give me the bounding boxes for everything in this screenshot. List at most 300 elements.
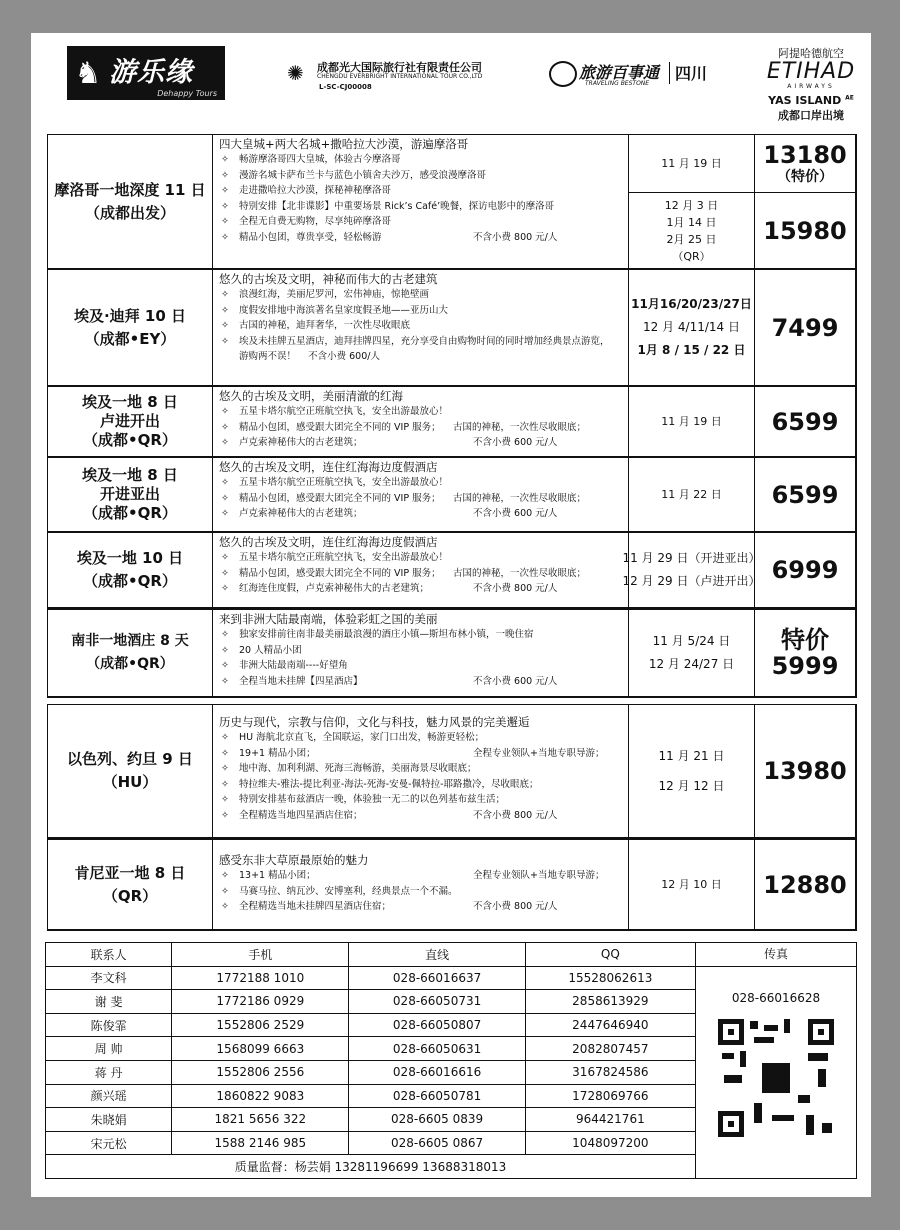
side-note: 全程专业领队+当地专职导游；: [473, 747, 605, 759]
fax-section: [696, 943, 856, 1180]
bullet-text: 漫游名城卡萨布兰卡与蓝色小镇舍夫沙万，感受浪漫摩洛哥: [239, 169, 487, 181]
bullet-text: 特拉维夫-雅法-提比利亚-海法-死海-安曼-佩特拉-耶路撒冷，尽收眼底；: [239, 778, 539, 790]
date-text: 12 月 4/11/14 日: [643, 320, 740, 334]
yas-island: [761, 94, 861, 107]
bullet-text: 精品小包团，感受跟大团完全不同的 VIP 服务；: [239, 567, 441, 579]
date-group: [629, 458, 754, 531]
tour-description: [212, 533, 628, 607]
bullet-text: 红海连住度假，卢克索神秘伟大的古老建筑；: [239, 583, 430, 594]
tour-headline: 历史与现代，宗教与信仰，文化与科技，魅力风景的完美邂逅: [219, 715, 530, 729]
date-text: 1月 14 日: [666, 215, 717, 229]
bullet-icon: ✧: [221, 901, 229, 912]
agency-name-cn: 成都光大国际旅行社有限责任公司: [317, 61, 482, 74]
date-text: 2月 25 日: [666, 232, 717, 246]
header-fax: 传真: [696, 943, 856, 967]
tour-name-line: （HU）: [102, 773, 158, 791]
tip-note: 不含小费 600 元/人: [473, 508, 558, 519]
dehappy-logo: [67, 46, 225, 100]
bullet-item: [219, 884, 624, 900]
bullet-item: [219, 550, 624, 566]
tour-price: [754, 387, 855, 456]
bullet-text: 精品小包团，感受跟大团完全不同的 VIP 服务；: [239, 492, 441, 504]
header-qq: QQ: [525, 943, 695, 966]
quality-supervision: 质量监督：杨芸娟 13281196699 13688318013: [46, 1155, 696, 1179]
bullet-icon: ✧: [221, 437, 229, 448]
date-text: 11月16/20/23/27日: [631, 297, 752, 311]
bullet-text: 特别安排【北非谍影】中重要场景 Rick’s Café’晚餐，探访电影中的摩洛哥: [239, 200, 555, 212]
bullet-icon: ✧: [221, 216, 229, 227]
bullet-text: 20 人精品小团: [239, 644, 302, 656]
header: [31, 33, 871, 133]
tour-morocco: [47, 134, 857, 270]
bullet-text: 畅游摩洛哥四大皇城，体验古今摩洛哥: [239, 154, 401, 165]
date-group: [629, 705, 754, 837]
contact-qq: 2082807457: [525, 1037, 695, 1061]
bullet-item: [219, 808, 624, 824]
contact-mobile: 1772188 1010: [172, 966, 349, 990]
table-row: [46, 1108, 696, 1132]
tour-description: [212, 458, 628, 531]
tour-description: [212, 705, 628, 837]
continuation-text: 游购两不误！: [239, 351, 297, 362]
contact-name: 颜兴瑶: [46, 1084, 172, 1108]
tour-headline: 感受东非大草原最原始的魅力: [219, 853, 369, 867]
tour-name: [48, 458, 212, 531]
tour-kenya: [47, 839, 857, 931]
tour-price: [754, 270, 855, 385]
tour-name-line: 埃及·迪拜 10 日: [73, 306, 187, 325]
price-group: [755, 387, 855, 456]
logo-main-text: 游乐缘: [109, 57, 193, 88]
bullet-icon: ✧: [221, 747, 229, 759]
contact-mobile: 1588 2146 985: [172, 1131, 349, 1155]
bullet-text: 19+1 精品小团；: [239, 747, 316, 759]
tour-israel-jordan: [47, 704, 857, 839]
table-row: [46, 1131, 696, 1155]
bullet-item: [219, 318, 624, 334]
bullet-text: 独家安排前往南非最美丽最浪漫的酒庄小镇—斯坦布林小镇，一晚住宿: [239, 629, 534, 640]
date-text: 11 月 19 日: [661, 415, 722, 428]
tour-name-line: 卢进开出: [99, 412, 160, 430]
price-value: 5999: [771, 652, 839, 680]
qr-module: [806, 1115, 814, 1135]
bullet-text: 精品小包团，尊贵享受，轻松畅游: [239, 231, 382, 243]
tour-egypt-10: [47, 532, 857, 609]
date-text: 11 月 29 日（开进亚出）: [622, 551, 761, 565]
contact-qq: 2858613929: [525, 990, 695, 1014]
tip-note: 不含小费 800 元/人: [473, 231, 558, 243]
price-group: [755, 135, 855, 192]
bullet-icon: ✧: [221, 320, 229, 331]
contact-direct: 028-6605 0867: [349, 1131, 525, 1155]
partner-name-cn: 旅游百事通: [579, 63, 660, 82]
price-group: [755, 270, 855, 385]
table-row: [46, 966, 696, 990]
bullet-icon: ✧: [221, 200, 229, 212]
date-group: [622, 533, 761, 607]
bullet-item: [219, 435, 624, 451]
bullet-text: 浪漫红海，美丽尼罗河，宏伟神庙，惊艳壁画: [239, 289, 430, 300]
divider: [669, 62, 670, 84]
tour-headline: 悠久的古埃及文明，连住红海海边度假酒店: [219, 460, 438, 474]
tour-dates: [628, 458, 754, 531]
bullet-text: 五星卡塔尔航空正班航空执飞，安全出游最放心！: [239, 406, 449, 417]
contact-name: 朱晓娟: [46, 1108, 172, 1132]
contact-name: 谢 斐: [46, 990, 172, 1014]
tour-name-line: （成都•EY）: [84, 329, 176, 348]
date-text: 11 月 22 日: [661, 488, 722, 501]
price-note: （特价）: [777, 168, 833, 185]
tour-name-line: （成都•QR）: [86, 656, 174, 672]
price-group: [755, 458, 855, 531]
price-value: 6599: [771, 480, 839, 509]
date-group: [629, 610, 754, 696]
contact-mobile: 1552806 2556: [172, 1060, 349, 1084]
tour-name-line: （成都•QR）: [83, 504, 177, 522]
date-group: [629, 135, 754, 192]
tour-name: [48, 705, 212, 837]
qr-module: [724, 1075, 742, 1083]
date-group: [629, 193, 754, 268]
tour-dates: [628, 705, 754, 837]
bullet-icon: ✧: [221, 870, 229, 881]
bullet-icon: ✧: [221, 583, 229, 594]
departure-port: 成都口岸出境: [778, 109, 844, 122]
price-group: [755, 533, 855, 607]
qr-module: [764, 1025, 778, 1031]
bullet-item: [219, 183, 624, 199]
side-note: 古国的神秘，一次性尽收眼底；: [453, 421, 587, 433]
tour-name-line: （QR）: [102, 886, 158, 905]
price-group: [755, 193, 855, 268]
contact-direct: 028-66050731: [349, 990, 525, 1014]
date-text: 12 月 10 日: [661, 878, 722, 891]
yas-sup: AE: [845, 94, 854, 102]
bullet-item: [219, 303, 624, 319]
tour-description: [212, 840, 628, 929]
bullet-item: [219, 287, 624, 303]
bullet-item: [219, 730, 624, 746]
tour-egypt-8-luxor: [47, 386, 857, 458]
contact-qq: 2447646940: [525, 1013, 695, 1037]
bullet-item: [219, 214, 624, 230]
table-row: [46, 1060, 696, 1084]
contact-direct: 028-66050781: [349, 1084, 525, 1108]
airline-name-cn: 阿提哈德航空: [778, 47, 844, 60]
bullet-icon: ✧: [221, 763, 229, 774]
tour-name: [48, 840, 212, 929]
bullet-text: 特别安排基布兹酒店一晚，体验独一无二的以色列基布兹生活；: [239, 794, 506, 805]
agency-mark-icon: ✺: [287, 61, 304, 85]
tour-price: [754, 610, 855, 696]
qr-module: [808, 1053, 828, 1061]
bullet-text: 五星卡塔尔航空正班航空执飞，安全出游最放心！: [239, 552, 449, 563]
tour-name-line: 摩洛哥一地深度 11 日: [54, 180, 206, 199]
qr-module: [740, 1051, 746, 1067]
price-value: 6599: [771, 407, 839, 436]
contact-name: 李文科: [46, 966, 172, 990]
tour-dates: [628, 135, 754, 268]
bullet-item: [219, 168, 624, 184]
bullet-icon: ✧: [221, 629, 229, 640]
bullet-icon: ✧: [221, 185, 229, 196]
tour-headline: 悠久的古埃及文明，神秘而伟大的古老建筑: [219, 272, 438, 286]
bullet-icon: ✧: [221, 492, 229, 504]
tour-price: [754, 135, 855, 268]
bullet-icon: ✧: [221, 567, 229, 579]
agency-name-en: CHENGDU EVERBRIGHT INTERNATIONAL TOUR CO.,LTD: [317, 73, 483, 80]
header-contact: 联系人: [46, 943, 172, 966]
bullet-icon: ✧: [221, 660, 229, 671]
bullet-text: 埃及未挂牌五星酒店，迪拜挂牌四星，充分享受自由购物时间的同时增加经典景点游览，: [239, 335, 610, 347]
contact-table: [45, 942, 857, 1179]
bullet-text: 全程无自费无购物，尽享纯碎摩洛哥: [239, 216, 392, 227]
bullet-item: [219, 868, 624, 884]
contact-direct: 028-66050807: [349, 1013, 525, 1037]
contact-name: 宋元松: [46, 1131, 172, 1155]
bullet-item: [219, 199, 624, 215]
bullet-icon: ✧: [221, 809, 229, 821]
tour-name-line: （成都出发）: [84, 203, 175, 222]
contact-name: 蒋 丹: [46, 1060, 172, 1084]
horse-icon: ♞: [74, 55, 102, 91]
bullet-item: [219, 566, 624, 582]
tour-description: [212, 270, 628, 385]
date-text: 11 月 19 日: [661, 157, 722, 170]
tip-note: 不含小费 800 元/人: [473, 809, 558, 821]
yas-text: YAS ISLAND: [768, 94, 842, 107]
qr-module: [750, 1021, 758, 1029]
bullet-text: HU 海航北京直飞，全国联运，家门口出发，畅游更轻松；: [239, 732, 485, 743]
price-value: 12880: [763, 870, 847, 899]
bullet-item: [219, 658, 624, 674]
contact-direct: 028-66050631: [349, 1037, 525, 1061]
airline-sub: AIRWAYS: [787, 83, 835, 90]
table-row: [46, 1013, 696, 1037]
bullet-icon: ✧: [221, 421, 229, 433]
partner-tv: 四川: [675, 64, 708, 83]
partner-logo: [549, 59, 709, 93]
qr-module: [722, 1053, 734, 1059]
table-row: [46, 1084, 696, 1108]
bullet-item: [219, 746, 624, 762]
tip-note: 不含小费 600 元/人: [473, 437, 558, 448]
bullet-text: 精品小包团，感受跟大团完全不同的 VIP 服务；: [239, 421, 441, 433]
qr-module: [772, 1115, 794, 1121]
airline-logo: [761, 45, 861, 123]
date-text: 11 月 21 日: [658, 749, 725, 763]
contact-name: 周 帅: [46, 1037, 172, 1061]
tour-name: [48, 135, 212, 268]
contact-direct: 028-66016637: [349, 966, 525, 990]
partner-name-en: TRAVELING BESTONE: [585, 80, 650, 87]
bullet-icon: ✧: [221, 552, 229, 563]
qr-module: [822, 1123, 832, 1133]
tour-price: [754, 533, 855, 607]
bullet-item: [219, 627, 624, 643]
bullet-text: 13+1 精品小团；: [239, 870, 316, 881]
tour-headline: 四大皇城+两大名城+撒哈拉大沙漠，游遍摩洛哥: [219, 137, 469, 151]
tour-dates: [628, 840, 754, 929]
tour-headline: 悠久的古埃及文明，美丽清澈的红海: [219, 389, 403, 403]
tour-price: [754, 840, 855, 929]
qr-finder: [808, 1019, 834, 1045]
agency-logo: [287, 57, 507, 97]
bullet-icon: ✧: [221, 794, 229, 805]
price-value: 13980: [763, 757, 847, 785]
qr-code-icon: [718, 1019, 834, 1137]
qr-module: [784, 1019, 790, 1033]
price-label: 特价: [781, 626, 829, 654]
license-number: L-SC-CJ00008: [319, 83, 372, 91]
contact-header-row: [46, 943, 696, 966]
tour-name-line: （成都•QR）: [83, 431, 177, 449]
bullet-icon: ✧: [221, 169, 229, 181]
bullet-icon: ✧: [221, 289, 229, 300]
tour-name: [48, 533, 212, 607]
bullet-icon: ✧: [221, 406, 229, 417]
price-group: [755, 705, 855, 837]
tour-name-line: 开进亚出: [99, 485, 160, 503]
contact-grid: [46, 943, 696, 1155]
contact-mobile: 1821 5656 322: [172, 1108, 349, 1132]
tour-name: [48, 270, 212, 385]
tour-dates: [628, 270, 754, 385]
bullet-icon: ✧: [221, 732, 229, 743]
price-group: [755, 840, 855, 929]
tour-name: [48, 610, 212, 696]
tour-price: [754, 705, 855, 837]
tour-description: [212, 135, 628, 268]
side-note: 古国的神秘，一次性尽收眼底；: [453, 492, 587, 504]
tour-headline: 悠久的古埃及文明，连住红海海边度假酒店: [219, 535, 438, 549]
bullet-icon: ✧: [221, 644, 229, 656]
date-text: 12 月 12 日: [658, 779, 725, 793]
tour-dates: [628, 610, 754, 696]
qr-finder: [718, 1111, 744, 1137]
contact-direct: 028-66016616: [349, 1060, 525, 1084]
price-value: 15980: [763, 216, 847, 245]
date-text: 12 月 29 日（卢进开出）: [622, 574, 761, 588]
tip-note: 不含小费 800 元/人: [473, 583, 558, 594]
tour-dates: [622, 533, 761, 607]
bullet-text: 全程当地未挂牌【四星酒店】: [239, 675, 363, 687]
bullet-item: [219, 643, 624, 659]
contact-qq: 964421761: [525, 1108, 695, 1132]
tip-note: 不含小费 600/人: [308, 351, 380, 362]
bullet-text: 马赛马拉、纳瓦沙、安博塞利，经典景点一个不漏。: [239, 885, 458, 897]
bullet-item: [219, 899, 624, 915]
fax-number: 028-66016628: [731, 991, 821, 1005]
tip-note: 不含小费 600 元/人: [473, 675, 558, 687]
date-group: [629, 387, 754, 456]
bullet-icon: ✧: [221, 778, 229, 790]
bullet-text: 度假安排地中海滨著名皇家度假圣地——亚历山大: [239, 304, 449, 316]
bullet-item: [219, 674, 624, 690]
contact-qq: 3167824586: [525, 1060, 695, 1084]
bullet-icon: ✧: [221, 304, 229, 316]
tour-egypt-dubai: [47, 269, 857, 387]
contact-mobile: 1772186 0929: [172, 990, 349, 1014]
tour-name-line: 埃及一地 10 日: [76, 549, 184, 567]
tour-egypt-8-alexandria: [47, 457, 857, 533]
brochure-page: [31, 33, 871, 1197]
bullet-icon: ✧: [221, 477, 229, 488]
price-value: 13180: [763, 140, 847, 169]
tour-name-line: 肯尼亚一地 8 日: [74, 863, 186, 882]
qr-finder: [718, 1019, 744, 1045]
contact-qq: 1728069766: [525, 1084, 695, 1108]
price-value: 6999: [771, 556, 839, 584]
tip-note: 不含小费 800 元/人: [473, 901, 558, 912]
bullet-text: 古国的神秘，迪拜奢华，一次性尽收眼底: [239, 320, 411, 331]
tour-name-line: 埃及一地 8 日: [82, 393, 178, 411]
tour-headline: 来到非洲大陆最南端，体验彩虹之国的美丽: [219, 612, 438, 626]
contact-mobile: 1552806 2529: [172, 1013, 349, 1037]
header-direct: 直线: [349, 943, 525, 966]
qr-center-logo: [762, 1063, 790, 1093]
table-row: [46, 1037, 696, 1061]
bullet-item: [219, 152, 624, 168]
bullet-text: 走进撒哈拉大沙漠，探秘神秘摩洛哥: [239, 185, 392, 196]
contact-qq: 15528062613: [525, 966, 695, 990]
tour-description: [212, 610, 628, 696]
contact-mobile: 1860822 9083: [172, 1084, 349, 1108]
bullet-icon: ✧: [221, 508, 229, 519]
bullet-item: [219, 777, 624, 793]
tour-name-line: 埃及一地 8 日: [82, 466, 178, 484]
tour-name-line: （成都•QR）: [83, 572, 177, 590]
header-mobile: 手机: [172, 943, 349, 966]
tour-name: [48, 387, 212, 456]
side-note: 全程专业领队+当地专职导游；: [473, 870, 605, 881]
bullet-text: 地中海、加利利湖、死海三海畅游，美丽海景尽收眼底；: [239, 763, 477, 774]
bullet-icon: ✧: [221, 231, 229, 243]
tour-price: [754, 458, 855, 531]
contact-direct: 028-6605 0839: [349, 1108, 525, 1132]
bullet-text: 全程精选当地四星酒店住宿；: [239, 809, 363, 821]
date-text: （QR）: [672, 249, 711, 263]
bullet-icon: ✧: [221, 335, 229, 347]
bullet-item: [219, 420, 624, 436]
date-text: 1月 8 / 15 / 22 日: [637, 343, 746, 357]
bullet-icon: ✧: [221, 154, 229, 165]
date-group: [629, 840, 754, 929]
date-text: 12 月 24/27 日: [648, 657, 735, 671]
airline-name-en: ETIHAD: [766, 59, 856, 84]
bullet-text: 五星卡塔尔航空正班航空执飞，安全出游最放心！: [239, 477, 449, 488]
contact-qq: 1048097200: [525, 1131, 695, 1155]
contact-mobile: 1568099 6663: [172, 1037, 349, 1061]
bullet-item: [219, 761, 624, 777]
tour-description: [212, 387, 628, 456]
date-group: [629, 270, 754, 385]
bullet-item: [219, 792, 624, 808]
qr-module: [798, 1095, 810, 1103]
bullet-item: [219, 404, 624, 420]
table-row: [46, 990, 696, 1014]
qr-module: [818, 1069, 826, 1087]
qr-module: [754, 1037, 774, 1043]
date-text: 11 月 5/24 日: [652, 634, 731, 648]
price-value: 7499: [771, 313, 839, 342]
bullet-text: 非洲大陆最南端----好望角: [239, 660, 348, 671]
tour-name-line: 南非一地酒庄 8 天: [71, 633, 189, 649]
bullet-text: 卢克索神秘伟大的古老建筑；: [239, 508, 363, 519]
bullet-continuation: [219, 349, 624, 365]
bullet-item: [219, 506, 624, 522]
date-text: 12 月 3 日: [664, 198, 719, 212]
